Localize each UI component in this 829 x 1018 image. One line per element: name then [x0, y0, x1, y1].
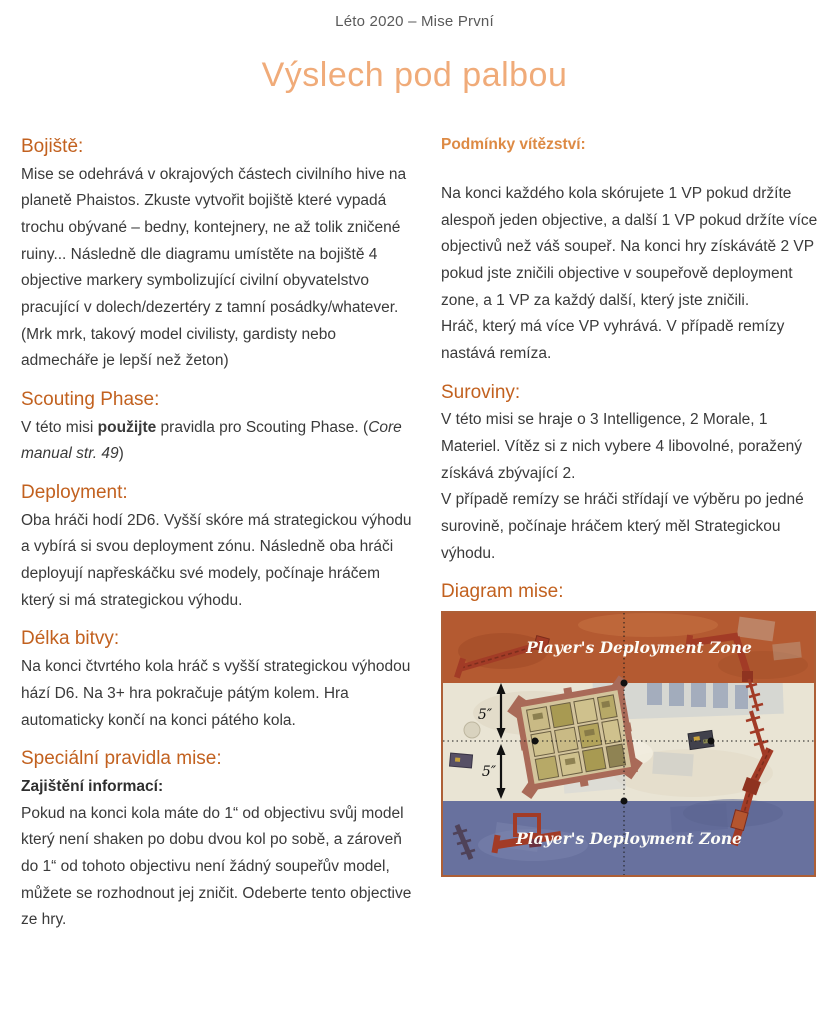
blank-line: [441, 155, 819, 181]
right-column: [441, 135, 819, 934]
subheading-zajisteni-informaci: Zajištění informací:: [21, 777, 164, 795]
heading-suroviny: Suroviny:: [441, 381, 521, 403]
scouting-text-mid: pravidla pro Scouting Phase. (: [156, 418, 369, 436]
body-deployment: Oba hráči hodí 2D6. Vyšší skóre má strategickou výhodu a vybírá si svou deployment zónu. Následně oba hráči deployují napřeskáčku své modely, počínaje hráčem který si má strategickou výhodu.: [21, 511, 412, 609]
section-diagram-mise: [441, 580, 819, 877]
page-title: Výslech pod palbou: [261, 56, 568, 94]
heading-podminky-vitezstvi: Podmínky vítězství:: [441, 136, 586, 153]
section-delka-bitvy: [21, 627, 413, 734]
section-suroviny: [441, 381, 819, 568]
objective-marker-top: [621, 680, 628, 687]
heading-delka-bitvy: Délka bitvy:: [21, 628, 120, 650]
body-podminky-p1: Na konci každého kola skórujete 1 VP pokud držíte alespoň jeden objective, a další 1 VP pokud držíte více objectivů než váš soupeř. Na konci hry získávátě 2 VP pokud jste zničili objective v soupeřově deployment zone, a 1 VP za každý další, který jste zničili.: [441, 185, 818, 309]
section-scouting-phase: [21, 388, 413, 468]
mission-diagram: [441, 611, 816, 877]
body-bojiste: Mise se odehrává v okrajových částech civilního hive na planetě Phaistos. Zkuste vytvořit bojiště které vypadá trochu obývané – bedny, kontejnery, ne až tolik zničené ruiny... Následně dle diagramu umístěte na bojiště 4 objective markery symbolizující civilní obyvatelstvo pracující v dolech/dezertéry z tamní posádky/whatever. (Mrk mrk, takový model civilisty, gardisty nebo admecháře je lepší než žeton): [21, 165, 407, 370]
scouting-text-bold: použijte: [97, 418, 157, 436]
section-specialni-pravidla: [21, 747, 413, 934]
doc-subtitle: Léto 2020 – Mise První: [335, 13, 494, 30]
left-column: [21, 135, 413, 934]
section-podminky-vitezstvi: [441, 135, 819, 368]
heading-scouting-phase: Scouting Phase:: [21, 389, 160, 410]
distance-label-bottom: 5″: [481, 764, 497, 781]
body-suroviny-p2: V případě remízy se hráči střídají ve výběru po jedné surovině, počínaje hráčem který měl Strategickou výhodu.: [441, 491, 804, 562]
body-scouting-phase: [21, 415, 413, 468]
scouting-text-italic: Core manual str. 49: [21, 418, 402, 463]
body-suroviny-p1: V této misi se hraje o 3 Intelligence, 2 Morale, 1 Materiel. Vítěz si z nich vybere 4 libovolné, poražený získává zbývající 2.: [441, 411, 802, 482]
heading-deployment: Deployment:: [21, 482, 128, 504]
heading-specialni-pravidla: Speciální pravidla mise:: [21, 748, 222, 770]
distance-label-top: 5″: [477, 707, 493, 724]
body-podminky-p2: Hráč, který má více VP vyhrává. V případě remízy nastává remíza.: [441, 318, 785, 363]
body-zajisteni-informaci: Pokud na konci kola máte do 1“ od objectivu svůj model který není shaken po dobu dvou kol po sobě, a zároveň do 1“ od tohoto objectivu není žádný soupeřův model, můžete se rozhodnout jej zničit. Odeberte tento objective ze hry.: [21, 804, 412, 929]
two-column-layout: [0, 135, 829, 934]
objective-marker-right: [708, 738, 715, 745]
mission-map-image: [443, 613, 814, 875]
body-delka-bitvy: Na konci čtvrtého kola hráč s vyšší strategickou výhodou hází D6. Na 3+ hra pokračuje pátým kolem. Hra automaticky končí na konci pátého kola.: [21, 658, 411, 729]
objective-marker-bottom: [621, 798, 628, 805]
section-deployment: [21, 481, 413, 614]
scouting-text-post: ): [118, 445, 124, 463]
scouting-text-pre: V této misi: [21, 418, 98, 436]
heading-bojiste: Bojiště:: [21, 136, 84, 157]
objective-marker-left: [532, 738, 539, 745]
heading-diagram-mise: Diagram mise:: [441, 581, 564, 603]
bottom-zone-label: Player's Deployment Zone: [516, 829, 742, 849]
section-bojiste: [21, 135, 413, 375]
top-zone-label: Player's Deployment Zone: [526, 638, 752, 658]
